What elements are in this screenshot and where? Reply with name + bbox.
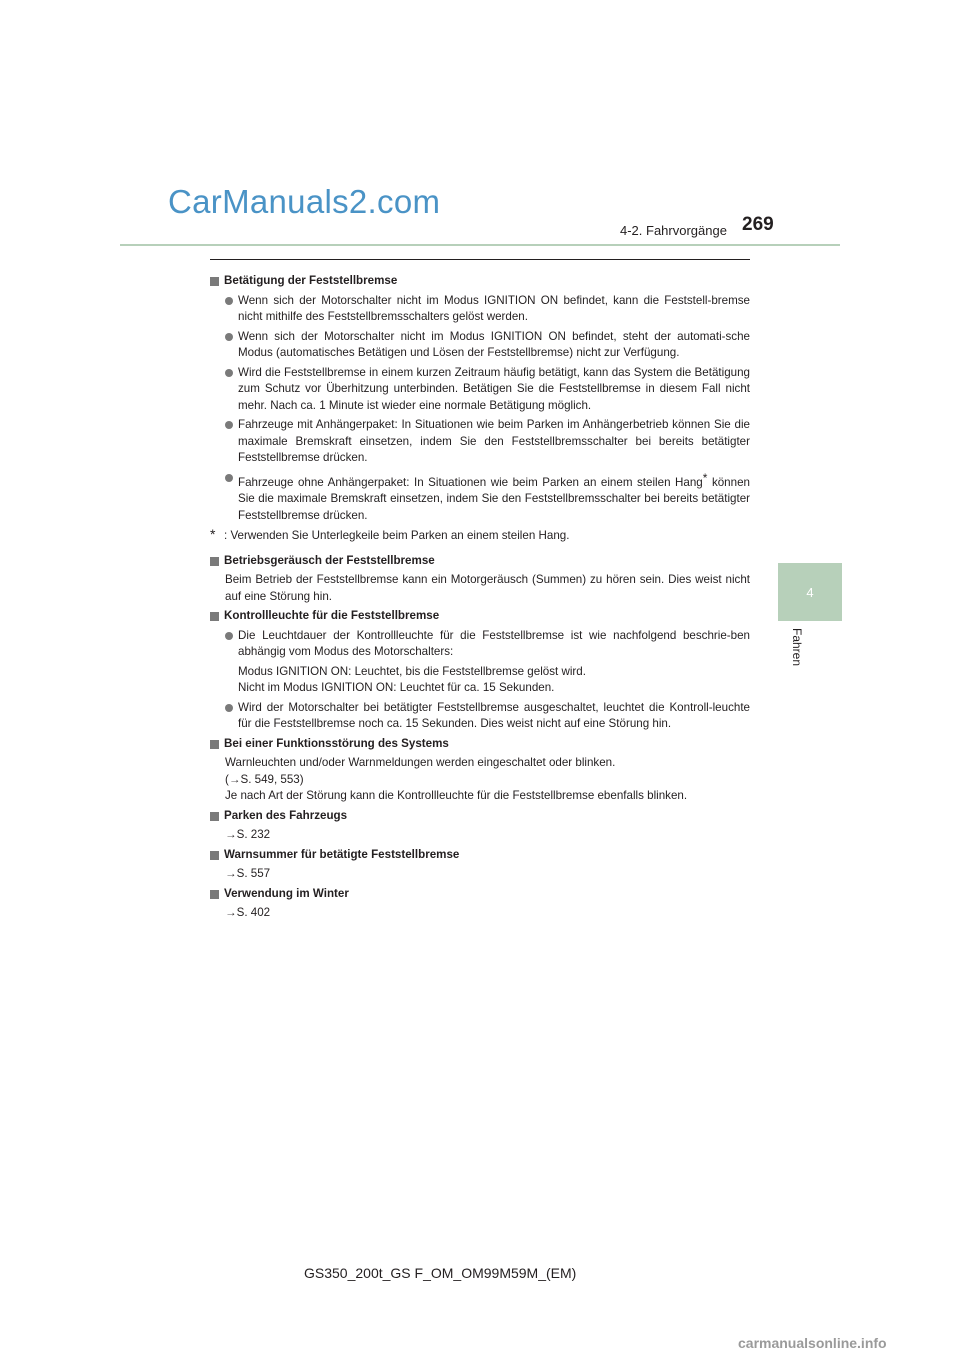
list-item: Wenn sich der Motorschalter nicht im Modus IGNITION ON befindet, kann die Feststell-bremse nicht mithilfe des Feststellbremsschalters gelöst werden. xyxy=(210,293,750,326)
chapter-label: Fahren xyxy=(790,628,804,667)
watermark-logo: CarManuals2.com xyxy=(168,183,441,220)
section-heading: Betriebsgeräusch der Feststellbremse xyxy=(210,553,750,570)
section-heading: Warnsummer für betätigte Feststellbremse xyxy=(210,847,750,864)
document-code: GS350_200t_GS F_OM_OM99M59M_(EM) xyxy=(304,1265,577,1281)
paragraph: Beim Betrieb der Feststellbremse kann ein Motorgeräusch (Summen) zu hören sein. Dies weist nicht auf eine Störung hin. xyxy=(225,573,750,603)
section-heading: Parken des Fahrzeugs xyxy=(210,808,750,825)
list-item: Fahrzeuge ohne Anhängerpaket: In Situationen wie beim Parken an einem steilen Hang* können Sie die maximale Bremskraft einsetzen, indem Sie den Feststellbremsschalter bei bereits betätigter Feststellbremse drücken. xyxy=(210,470,750,525)
section-heading: Betätigung der Feststellbremse xyxy=(210,273,750,290)
circle-bullet-icon xyxy=(225,421,233,429)
list-item: Wenn sich der Motorschalter nicht im Modus IGNITION ON befindet, steht der automati-sche Modus (automatisches Betätigen und Lösen der Feststellbremse) nicht zur Verfügung. xyxy=(210,329,750,362)
section-title: 4-2. Fahrvorgänge xyxy=(620,223,727,238)
page-reference: →S. 402 xyxy=(225,906,271,919)
square-bullet-icon xyxy=(210,890,219,899)
paragraph: Warnleuchten und/oder Warnmeldungen werden eingeschaltet oder blinken. (→S. 549, 553) Je nach Art der Störung kann die Kontrollleuchte für die Feststellbremse ebenfalls blinken. xyxy=(225,756,688,802)
circle-bullet-icon xyxy=(225,632,233,640)
section-heading: Bei einer Funktionsstörung des Systems xyxy=(210,736,750,753)
circle-bullet-icon xyxy=(225,474,233,482)
square-bullet-icon xyxy=(210,740,219,749)
circle-bullet-icon xyxy=(225,333,233,341)
chapter-number: 4 xyxy=(806,584,814,600)
content-divider xyxy=(210,259,750,260)
list-item: Fahrzeuge mit Anhängerpaket: In Situationen wie beim Parken im Anhängerbetrieb können Sie die maximale Bremskraft einsetzen, indem Sie den Feststellbremsschalter bei bereits betätigter Feststellbremse drücken. xyxy=(210,417,750,467)
square-bullet-icon xyxy=(210,851,219,860)
watermark-footer: carmanualsonline.info xyxy=(738,1335,887,1351)
page-reference: →S. 232 xyxy=(225,828,271,841)
page-reference: →S. 557 xyxy=(225,867,271,880)
footnote-marker: * xyxy=(702,470,708,485)
list-item: Wird die Feststellbremse in einem kurzen Zeitraum häufig betätigt, kann das System die Betätigung zum Schutz vor Überhitzung unterbinden. Betätigen Sie die Feststellbremse in diesem Fall nicht mehr. Nach ca. 1 Minute ist wieder eine normale Betätigung möglich. xyxy=(210,365,750,415)
list-item: Die Leuchtdauer der Kontrollleuchte für die Feststellbremse ist wie nachfolgend beschrie-ben abhängig vom Modus des Motorschalters: xyxy=(210,628,750,661)
header-divider xyxy=(120,244,840,246)
paragraph: Modus IGNITION ON: Leuchtet, bis die Feststellbremse gelöst wird. Nicht im Modus IGNITION ON: Leuchtet für ca. 15 Sekunden. xyxy=(238,664,586,694)
page-number: 269 xyxy=(742,214,774,235)
list-item: Wird der Motorschalter bei betätigter Feststellbremse ausgeschaltet, leuchtet die Kontroll-leuchte für die Feststellbremse noch ca. 15 Sekunden. Dies weist nicht auf eine Störung hin. xyxy=(210,700,750,733)
square-bullet-icon xyxy=(210,612,219,621)
chapter-tab xyxy=(778,563,842,621)
square-bullet-icon xyxy=(210,277,219,286)
square-bullet-icon xyxy=(210,557,219,566)
circle-bullet-icon xyxy=(225,369,233,377)
footnote-marker: * xyxy=(210,526,216,542)
main-content xyxy=(210,270,750,925)
circle-bullet-icon xyxy=(225,297,233,305)
square-bullet-icon xyxy=(210,812,219,821)
circle-bullet-icon xyxy=(225,704,233,712)
footnote: * : Verwenden Sie Unterlegkeile beim Parken an einem steilen Hang. xyxy=(210,526,570,542)
section-heading: Verwendung im Winter xyxy=(210,886,750,903)
section-heading: Kontrollleuchte für die Feststellbremse xyxy=(210,608,750,625)
